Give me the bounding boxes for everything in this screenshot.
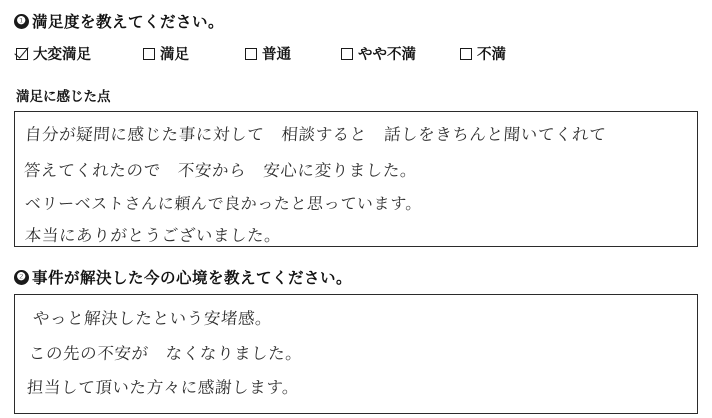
handwritten-line: 本当にありがとうございました。 [24,226,283,245]
checkbox-checked-icon[interactable] [16,48,28,60]
choice-label: 普通 [262,47,291,63]
choice-label: やや不満 [358,47,416,63]
handwritten-line: 答えてくれたので 不安から 安心に変りました。 [23,161,418,180]
choice-satisfied[interactable] [143,43,189,64]
checkbox-icon[interactable] [245,48,257,60]
choice-neutral[interactable] [245,43,291,64]
handwritten-line: ベリーベストさんに頼んで良かったと思っています。 [24,194,423,213]
question-2-answer-box[interactable] [14,294,698,414]
checkbox-icon[interactable] [143,48,155,60]
choice-label: 大変満足 [33,47,91,63]
question-1-answer-box[interactable] [14,111,698,247]
handwritten-line: やっと解決したという安堵感。 [32,309,273,328]
handwritten-line: この先の不安が なくなりました。 [28,344,304,363]
handwritten-line: 担当して頂いた方々に感謝します。 [26,378,300,397]
choice-very-satisfied[interactable] [16,43,91,64]
question-1-text: 満足度を教えてください。 [32,14,225,31]
question-1-number: ❶ [14,14,29,29]
question-1-sub-label: 満足に感じた点 [16,89,111,104]
choice-label: 満足 [160,47,189,63]
satisfaction-choice-group [14,43,698,64]
checkbox-icon[interactable] [341,48,353,60]
choice-label: 不満 [477,47,506,63]
question-1-heading [14,10,698,32]
choice-somewhat-dissatisfied[interactable] [341,43,416,64]
question-2-heading [14,266,698,288]
handwritten-line: 自分が疑問に感じた事に対して 相談すると 話しをきちんと聞いてくれて [24,125,607,144]
question-2-text: 事件が解決した今の心境を教えてください。 [32,270,353,287]
checkbox-icon[interactable] [460,48,472,60]
choice-dissatisfied[interactable] [460,43,506,64]
question-2-number: ❷ [14,270,29,285]
